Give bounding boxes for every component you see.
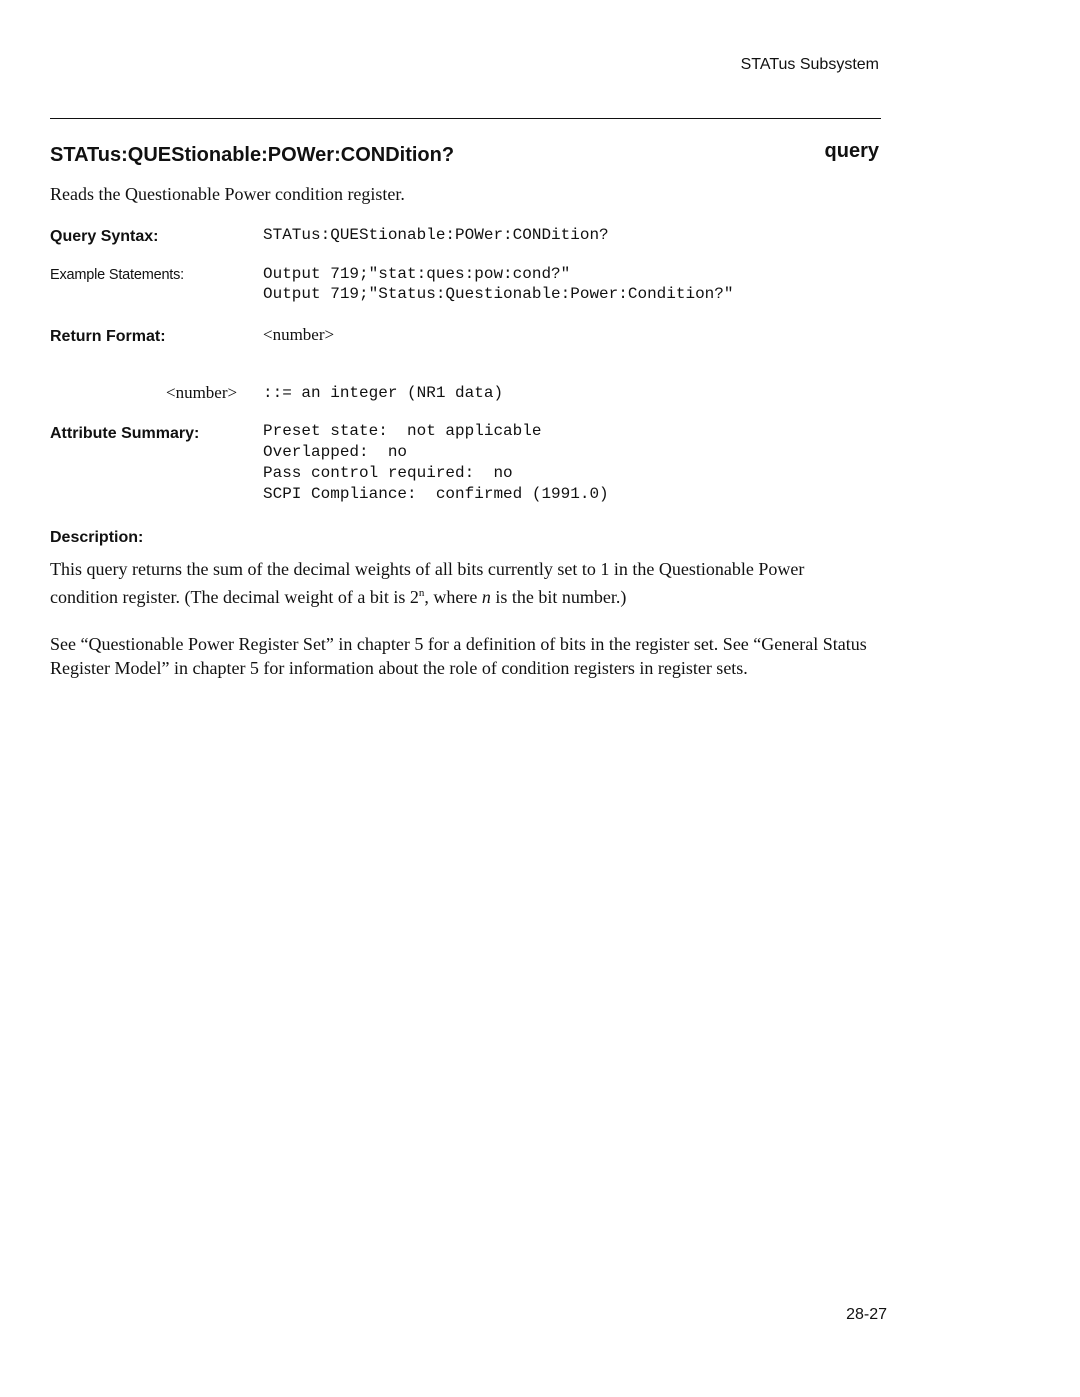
return-format-label: Return Format: bbox=[50, 328, 166, 345]
attribute-line: SCPI Compliance: confirmed (1991.0) bbox=[263, 485, 609, 503]
attribute-line: Preset state: not applicable bbox=[263, 422, 542, 440]
running-header: STATus Subsystem bbox=[740, 56, 879, 73]
command-summary: Reads the Questionable Power condition register. bbox=[50, 184, 405, 204]
return-definition-text: ::= an integer (NR1 data) bbox=[263, 384, 504, 402]
attribute-line: Pass control required: no bbox=[263, 464, 513, 482]
page-number: 28-27 bbox=[846, 1306, 887, 1323]
example-statements-label: Example Statements: bbox=[50, 267, 185, 283]
description-paragraph: See “Questionable Power Register Set” in chapter 5 for a definition of bits in the register set. See “General Status Register Model” in chapter 5 for information about the role of condition registers in register sets. bbox=[50, 634, 867, 678]
query-syntax-value: STATus:QUEStionable:POWer:CONDition? bbox=[263, 226, 609, 244]
command-type-label: query bbox=[824, 140, 879, 162]
attribute-summary-label: Attribute Summary: bbox=[50, 425, 200, 442]
example-statement-line: Output 719;"Status:Questionable:Power:Condition?" bbox=[263, 285, 734, 303]
description-paragraph: This query returns the sum of the decimal weights of all bits currently set to 1 in the Questionable Power condition register. (The decimal weight of a bit is 2$^n$, where n is the bit number.) bbox=[50, 559, 805, 607]
query-syntax-label: Query Syntax: bbox=[50, 228, 159, 245]
attribute-line: Overlapped: no bbox=[263, 443, 408, 461]
return-format-value: <number> bbox=[263, 325, 335, 344]
section-divider bbox=[50, 118, 881, 119]
command-title: STATus:QUEStionable:POWer:CONDition? bbox=[50, 144, 455, 166]
example-statement-line: Output 719;"stat:ques:pow:cond?" bbox=[263, 265, 571, 283]
return-definition-term: <number> bbox=[166, 383, 238, 402]
description-label: Description: bbox=[50, 529, 144, 546]
